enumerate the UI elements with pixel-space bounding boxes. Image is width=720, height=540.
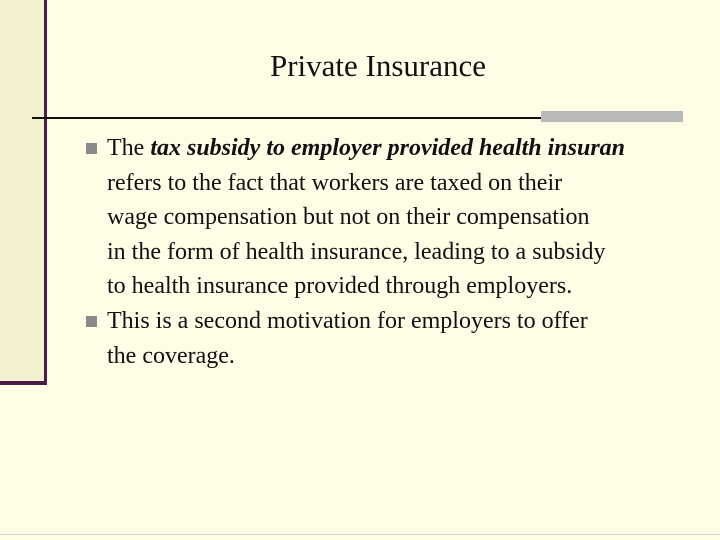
bullet-1-line: refers to the fact that workers are taxed on their [107,169,563,196]
defined-term: tax subsidy to employer provided health insuran [150,135,626,161]
bullet-1-line: to health insurance provided through employers. [107,273,573,299]
bullet-2-line: This is a second motivation for employers to offer [107,308,588,334]
bullet-2-line: the coverage. [107,342,235,369]
slide-title: Private Insurance [269,48,487,83]
bullet-paragraph-1 [107,131,720,304]
bottom-border-line [0,534,720,535]
bullet-square-icon [86,316,97,327]
bullet-1-lead-text: The [107,135,151,161]
bullet-1-line: wage compensation but not on their compensation [107,204,590,230]
title-underline-rule [32,117,550,119]
title-rule-accent-bar [541,111,683,122]
bullet-square-icon [86,143,97,154]
bullet-1-first-line [107,131,720,166]
slide-body [0,131,720,391]
bullet-paragraph-2 [107,304,720,373]
bullet-1-line: in the form of health insurance, leading to a subsidy [107,238,606,265]
